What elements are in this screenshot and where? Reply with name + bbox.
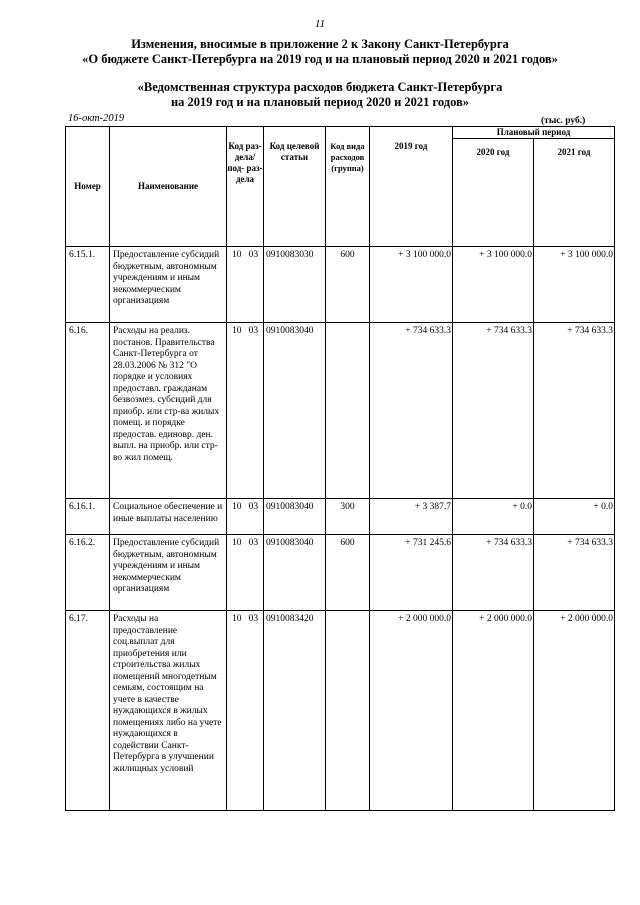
row-name: Предоставление субсидий бюджетным, автономным учреждениям и иным некоммерческим организациям <box>110 535 227 611</box>
table-row <box>66 535 615 611</box>
col-number: Номер <box>66 127 110 247</box>
row-2019: + 731 245.6 <box>370 535 453 611</box>
row-2020: + 2 000 000.0 <box>453 611 534 811</box>
row-expense-type: 600 <box>326 535 370 611</box>
row-expense-type: 300 <box>326 499 370 535</box>
row-2021: + 734 633.3 <box>534 323 615 499</box>
col-2021: 2021 год <box>534 139 615 247</box>
row-number: 6.16.1. <box>66 499 110 535</box>
row-number: 6.16.2. <box>66 535 110 611</box>
row-2021: + 0.0 <box>534 499 615 535</box>
header-line-2: «О бюджете Санкт-Петербурга на 2019 год и на плановый период 2020 и 2021 годов» <box>82 52 558 66</box>
row-section-code: 10 <box>231 326 242 336</box>
table-row <box>66 611 615 811</box>
row-2019: + 3 100 000.0 <box>370 247 453 323</box>
row-target: 0910083040 <box>264 323 326 499</box>
row-name: Предоставление субсидий бюджетным, автономным учреждениям и иным некоммерческим организациям <box>110 247 227 323</box>
row-subsection-code: 03 <box>248 502 259 512</box>
row-expense-type <box>326 611 370 811</box>
col-planned: Плановый период <box>453 127 615 139</box>
table-row <box>66 499 615 535</box>
row-number: 6.17. <box>66 611 110 811</box>
row-section-code: 10 <box>231 502 242 512</box>
row-expense-type: 600 <box>326 247 370 323</box>
row-target: 0910083420 <box>264 611 326 811</box>
row-section <box>227 535 264 611</box>
row-number: 6.16. <box>66 323 110 499</box>
col-target: Код целевой статьи <box>264 127 326 247</box>
row-2021: + 734 633.3 <box>534 535 615 611</box>
subheader-line-2: на 2019 год и на плановый период 2020 и 2021 годов» <box>170 95 470 109</box>
col-2019: 2019 год <box>370 127 453 247</box>
row-target: 0910083040 <box>264 535 326 611</box>
document-header <box>0 37 640 67</box>
row-section-code: 10 <box>231 250 242 260</box>
row-section-code: 10 <box>231 614 242 624</box>
row-2021: + 2 000 000.0 <box>534 611 615 811</box>
table-row <box>66 323 615 499</box>
row-section <box>227 611 264 811</box>
row-name: Социальное обеспечение и иные выплаты населению <box>110 499 227 535</box>
row-section-code: 10 <box>231 538 242 548</box>
row-2020: + 734 633.3 <box>453 535 534 611</box>
header-line-1: Изменения, вносимые в приложение 2 к Закону Санкт-Петербурга <box>131 37 509 51</box>
row-target: 0910083040 <box>264 499 326 535</box>
row-name: Расходы на реализ. постанов. Правительства Санкт-Петербурга от 28.03.2006 № 312 "О порядке и условиях предоставл. гражданам безвозмез. субсидий для приобр. или стр-ва жилых помещ. и порядке предостав. единовр. ден. выпл. на приобр. или стр-во жил помещ. <box>110 323 227 499</box>
page-number: 11 <box>314 18 326 30</box>
col-2020: 2020 год <box>453 139 534 247</box>
document-subheader <box>0 80 640 110</box>
row-subsection-code: 03 <box>248 250 259 260</box>
row-subsection-code: 03 <box>248 538 259 548</box>
row-section <box>227 323 264 499</box>
row-2019: + 734 633.3 <box>370 323 453 499</box>
row-section <box>227 499 264 535</box>
row-section <box>227 247 264 323</box>
row-name: Расходы на предоставление соц.выплат для приобретения или строительства жилых помещений многодетным семьям, состоящим на учете в качестве нуждающихся в жилых помещениях либо на учете нуждающихся в содействии Санкт-Петербурга в улучшении жилищных условий <box>110 611 227 811</box>
row-2019: + 3 387.7 <box>370 499 453 535</box>
row-2020: + 3 100 000.0 <box>453 247 534 323</box>
row-2020: + 0.0 <box>453 499 534 535</box>
row-2021: + 3 100 000.0 <box>534 247 615 323</box>
col-section: Код раз- дела/ под- раз- дела <box>227 127 264 247</box>
budget-table <box>65 126 615 811</box>
row-target: 0910083030 <box>264 247 326 323</box>
row-number: 6.15.1. <box>66 247 110 323</box>
units-label: (тыс. руб.) <box>541 116 586 126</box>
row-subsection-code: 03 <box>248 614 259 624</box>
table-row <box>66 247 615 323</box>
col-name: Наименование <box>110 127 227 247</box>
document-date: 16-окт-2019 <box>68 113 125 124</box>
row-subsection-code: 03 <box>248 326 259 336</box>
row-2019: + 2 000 000.0 <box>370 611 453 811</box>
row-2020: + 734 633.3 <box>453 323 534 499</box>
subheader-line-1: «Ведомственная структура расходов бюджета Санкт-Петербурга <box>137 80 503 94</box>
row-expense-type <box>326 323 370 499</box>
col-expense-type: Код вида расходов (группа) <box>326 127 370 247</box>
